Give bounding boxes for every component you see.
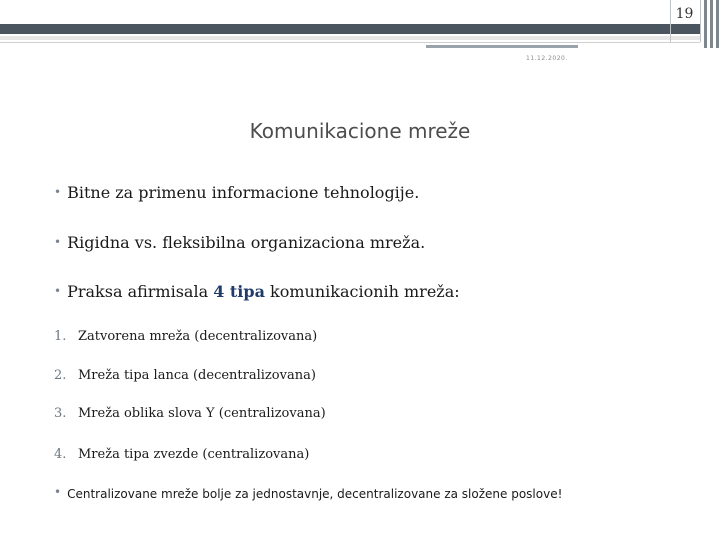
bullet-marker: • xyxy=(54,485,62,499)
bullet-marker: • xyxy=(54,284,62,298)
bullet-emphasis: 4 tipa xyxy=(213,282,265,301)
numbered-item xyxy=(54,329,317,344)
bullet-marker: • xyxy=(54,235,62,249)
bullet-marker: • xyxy=(54,185,62,199)
date-stamp: 11.12.2020. xyxy=(526,55,568,62)
numbered-marker: 2. xyxy=(54,368,67,383)
header-divider xyxy=(0,42,700,43)
numbered-item xyxy=(54,406,326,421)
numbered-text: Mreža oblika slova Y (centralizovana) xyxy=(78,406,326,421)
side-decoration xyxy=(702,0,720,48)
final-bullet-text: Centralizovane mreže bolje za jednostavnje, decentralizovane za složene poslove! xyxy=(67,487,563,501)
slide-title: Komunikacione mreže xyxy=(249,119,471,143)
numbered-text: Mreža tipa lanca (decentralizovana) xyxy=(78,368,316,383)
final-bullet-item xyxy=(54,487,562,501)
bullet-text: Praksa afirmisala xyxy=(67,282,214,301)
bullet-item xyxy=(54,233,425,252)
header-light-band xyxy=(0,36,700,40)
page-number: 19 xyxy=(675,6,694,22)
bullet-text: komunikacionih mreža: xyxy=(264,282,460,301)
numbered-item xyxy=(54,368,316,383)
header-bar xyxy=(0,24,700,34)
header-accent-line xyxy=(426,45,578,48)
numbered-marker: 4. xyxy=(54,447,67,462)
numbered-marker: 3. xyxy=(54,406,67,421)
numbered-marker: 1. xyxy=(54,329,67,344)
numbered-text: Zatvorena mreža (decentralizovana) xyxy=(78,329,318,344)
numbered-item xyxy=(54,447,309,462)
bullet-item xyxy=(54,183,419,202)
bullet-text: Bitne za primenu informacione tehnologije. xyxy=(67,183,420,202)
numbered-text: Mreža tipa zvezde (centralizovana) xyxy=(78,447,310,462)
bullet-item xyxy=(54,282,460,301)
bullet-text: Rigidna vs. fleksibilna organizaciona mreža. xyxy=(67,233,426,252)
